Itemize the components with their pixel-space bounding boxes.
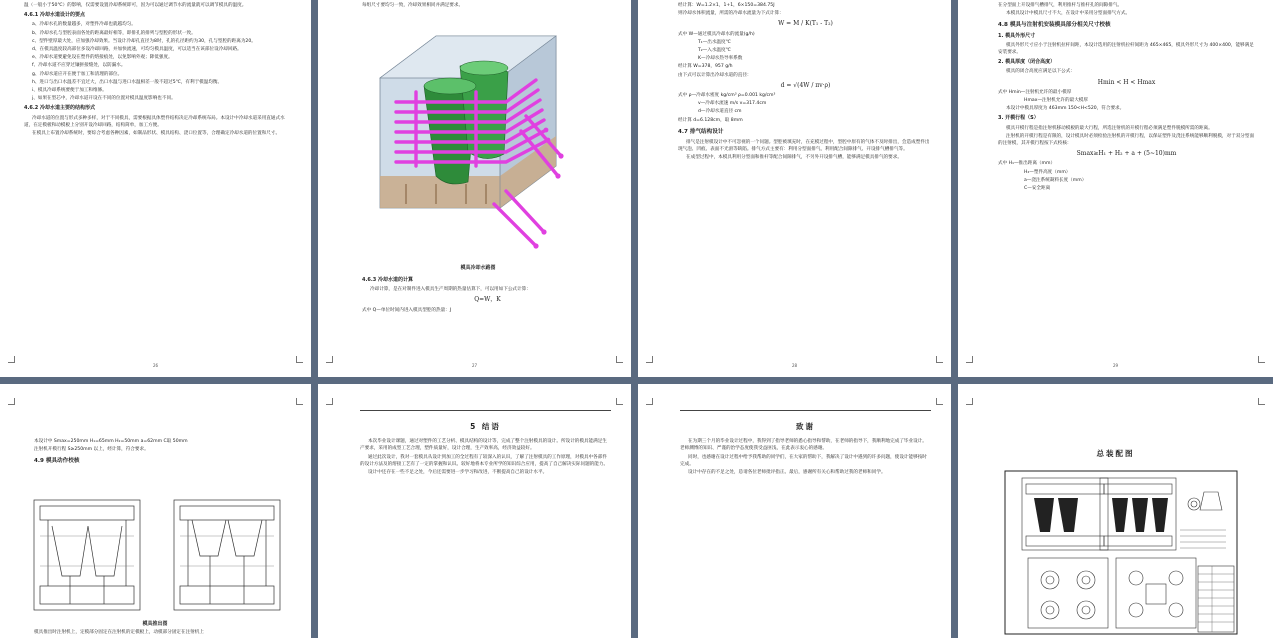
paragraph: 由下式可以计算出冷却水道的直径：: [678, 72, 752, 78]
definition: Hmax—注射机允许的最大模厚: [1024, 98, 1088, 104]
document-page-4: [958, 0, 1273, 377]
cooling-channel-figure: [376, 16, 576, 256]
paragraph: 每组尺寸要均匀一致，冷却效果相同并满足要求。: [362, 3, 464, 8]
page-number: 26: [152, 362, 159, 368]
section-heading: 4.7 排气结构设计: [678, 128, 724, 135]
header-rule: [680, 410, 931, 411]
formula: d = √(4W / πv·ρ): [780, 81, 831, 89]
definition: 式中 H₁—推出距离（mm）: [998, 161, 1056, 167]
section-heading: 4.8 模具与注射机安装模具部分相关尺寸校核: [998, 22, 1111, 29]
subsection-heading: 1. 模具外形尺寸: [998, 32, 1036, 39]
section-heading: 4.6.1 冷却水道设计的要点: [24, 12, 85, 19]
subsection-heading: 3. 开模行程（S）: [998, 115, 1039, 122]
list-item: i、模具冷却系统要便于加工和维修。: [32, 88, 107, 94]
paragraph: 通过此次设计，我对一套模具从设计到加工的全过程有了较深入的认识，了解了注射模具的工作原理，对模具中各部件的设计方法及的熔接工艺有了一定的掌握和认识。较好地将本专业所学的知识综合应用，提高了自己解决实际问题的能力。: [360, 454, 609, 467]
definition: T₂—入水温度℃: [698, 48, 731, 54]
page-corner-mark: [966, 398, 973, 405]
definition: v—冷却水流速 m/s v=317.4cm: [698, 101, 767, 107]
paragraph: 冷却计算，是在对制件进入模具生产周期的热量估算下，可以用如下公式计算：: [370, 287, 531, 293]
section-heading: 4.6.3 冷却水道的计算: [362, 277, 413, 283]
paragraph: 同时，也感谢在设计过程中给予我帮助的同学们，在大家的帮助下，我解决了设计中遇到的许多问题，使设计能够按时完成。: [680, 454, 927, 467]
document-page-2: [318, 0, 631, 377]
paragraph: 模具推出时注射机上，定模部分固定在注射机的定模板上，动模部分固定在注射机上: [34, 630, 204, 635]
list-item: j、如果在型芯中，冷却水道开设在不同的位置对模具温度影响也不同。: [32, 96, 176, 102]
page-corner-mark: [936, 398, 943, 405]
paragraph: 温（一般小于50℃）的影响，仅需要设置冷却系统即可，因为可以通过调节水的流量就可以调节模具的温度。: [24, 3, 247, 8]
definition: 经计算 W=378，957 g/h: [678, 64, 733, 70]
list-item: a、冷却水孔的数量越多，对塑件冷却也就越均匀。: [32, 22, 136, 28]
chapter-title: 5 结语: [470, 422, 501, 431]
definition: H₂—塑件高度（mm）: [1024, 169, 1071, 175]
paragraph: 模具的闭合高度应满足以下公式：: [1006, 69, 1075, 75]
document-page-3: [638, 0, 951, 377]
paragraph: 在为期三个月的毕业设计过程中，我得到了指导老师的悉心指导和帮助，在老师的指导下，我顺利地完成了毕业设计。老师渊博的知识、严谨的治学态度使我受益匪浅，在此表示衷心的感谢。: [680, 439, 927, 452]
document-page-6: [318, 384, 631, 638]
definition: T₁—出水温度℃: [698, 39, 731, 45]
list-item: c、型件壁厚最大处，应加强冷却效果。当设计冷却孔直径为8时，孔的孔径距约为30，孔与型腔的距离为20。: [32, 38, 256, 44]
document-page-1: [0, 0, 311, 377]
page-number: 27: [471, 362, 478, 368]
definition: 式中 W—通过模具冷却水的流量(g/h): [678, 31, 755, 37]
page-corner-mark: [646, 398, 653, 405]
header-rule: [360, 410, 611, 411]
paragraph: 则冷却水体积流量，所需的冷却水流量为下式计算：: [678, 11, 784, 17]
paragraph: 本模具设计中模具尺寸不大，在设计中采用分型面排气方式。: [1006, 11, 1131, 17]
paragraph: 设计中还存在一些不足之处，今后还需要进一步学习和改进，不断提高自己的设计水平。: [368, 470, 548, 476]
paragraph: 本次毕业设计课题，通过对塑件的工艺分析、模具结构的设计等，完成了整个注射模具的设计。所设计的模具能满足生产要求，采用的成型工艺合理，塑件质量好，设计合理，生产效率高，经济效益较好。: [360, 439, 607, 452]
list-item: e、冷却水道要避免设在塑件的熔接痕处，以免影响外观；降低强度。: [32, 55, 173, 61]
list-item: g、冷却水道应开在便于加工和清理的部位。: [32, 71, 123, 77]
definition: a—浇注系统凝料长度（mm）: [1024, 177, 1087, 183]
formula: Q=W，K: [474, 296, 501, 304]
definition: C—安全距离: [1024, 186, 1051, 192]
paragraph: 式中 Q—单位时间内进入模具型腔的热量：J: [362, 307, 452, 313]
list-item: b、冷却水孔与型腔表面各处的距离最好相等，即排孔的排列与型腔的形状一致。: [32, 30, 196, 36]
paragraph: 冷却水道的位置与形式多种多样，对于不同模具，需要根据具体塑件结构决定冷却系统布局。本设计中冷却水道采用直通式水道，在定模板和动模板上分别开设冷却回路，结构简单，加工方便。: [24, 115, 285, 128]
document-page-7: [638, 384, 951, 638]
definition: d—冷却水道直径 cm: [698, 109, 742, 115]
paragraph: 模具外形尺寸应小于注射机拉杆间距，本设计选用的注射机拉杆间距为 465×465，模具外形尺寸为 400×400，能够满足安装要求。: [998, 42, 1254, 56]
page-number: 29: [1112, 362, 1119, 368]
definition: 式中 Hmin—注射机允许的最小模厚: [998, 89, 1072, 95]
figure-caption: 模具推出图: [142, 621, 168, 627]
page-corner-mark: [616, 398, 623, 405]
list-item: f、冷却水道不应穿过镶拼接缝处，以防漏水。: [32, 63, 126, 69]
paragraph: 排气是注射模设计中不可忽视的一个问题。型腔被填充时，在充模过程中，型腔中原有的气体不及时排出，会造成塑件出现气泡、凹痕、表面不光滑等缺陷。排气方式主要有：利用分型面排气、利用配合间隙排气、开设排气槽排气等。: [678, 140, 930, 153]
chapter-title: 致谢: [796, 422, 815, 431]
paragraph: 在模具上布置冷却系统时，要综合考虑各种因素，如制品形状、模具结构、浇口位置等，合理确定冷却水道的位置和尺寸。: [32, 131, 281, 137]
paragraph: 模具开模行程是指注射机移动模板的最大行程，所选注射机的开模行程必须满足塑件脱模所需的距离。: [1006, 125, 1213, 131]
definition: 式中 ρ—冷却水密度 kg/cm³ ρ=0.001 kg/cm³: [678, 93, 776, 99]
paragraph: 在成型过程中，本模具利用分型面和推杆等配合间隙排气，不另外开设排气槽，能够满足模具排气的要求。: [686, 155, 902, 161]
list-item: d、在模具温度较高部位多设冷却回路，并加快流速，可均匀模具温度，可以适当在该部位设冷却回路。: [32, 47, 242, 53]
chapter-title: 总装配图: [1096, 449, 1135, 458]
ejection-drawing: [30, 496, 290, 616]
page-corner-mark: [1258, 398, 1265, 405]
page-corner-mark: [326, 398, 333, 405]
paragraph: 本设计中 Smax=250mm H₁=65mm H₂=50mm a=62mm C取 50mm: [34, 439, 188, 444]
paragraph: 在分型面上开设排气槽排气，利用推杆与推杆孔的间隙排气。: [998, 3, 1123, 8]
paragraph: 设计中存在的不足之处，恳请各位老师批评指正。最后，感谢所有关心和帮助过我的老师和同学。: [688, 470, 886, 476]
page-corner-mark: [8, 398, 15, 405]
section-heading: 4.9 模具动作校核: [34, 458, 80, 465]
figure-caption: 模具冷却水路图: [460, 265, 496, 271]
formula: Hmin < H < Hmax: [1097, 78, 1156, 86]
list-item: h、进口与出口水温差不宜过大，出口水温与进口水温相差一般不超过5℃，有利于模温均衡。: [32, 79, 223, 85]
document-page-8: [958, 384, 1273, 638]
paragraph: 经计算：W=1.2×1，1+1，6×150=384.75J: [678, 3, 775, 8]
subsection-heading: 2. 模具厚度（闭合高度）: [998, 59, 1056, 66]
formula: Smax≥H₁ + H₂ + a + (5~10)mm: [1076, 150, 1177, 158]
paragraph: 注射机开模行程 S≥250mm 以上，经计算，符合要求。: [34, 447, 149, 453]
paragraph: 注射机的开模行程是有限的，设计模具时必须检验注射机的开模行程，以保证塑件及浇注系统能够顺利脱模，对于双分型面的注射模，其开模行程按下式校核：: [998, 133, 1255, 147]
section-heading: 4.6.2 冷却水道主要的结构形式: [24, 105, 95, 112]
assembly-drawing: [1004, 470, 1238, 635]
formula: W = M / K(T₁ - T₂): [778, 20, 833, 28]
page-corner-mark: [296, 398, 303, 405]
page-number: 28: [791, 362, 798, 368]
document-page-5: [0, 384, 311, 638]
paragraph: 经计算 d=6.128cm，取 8mm: [678, 117, 743, 123]
definition: K—冷却水热导率系数: [698, 56, 743, 62]
paragraph: 本设计中模具厚度为 463mm 150<H<520，符合要求。: [1006, 106, 1125, 112]
